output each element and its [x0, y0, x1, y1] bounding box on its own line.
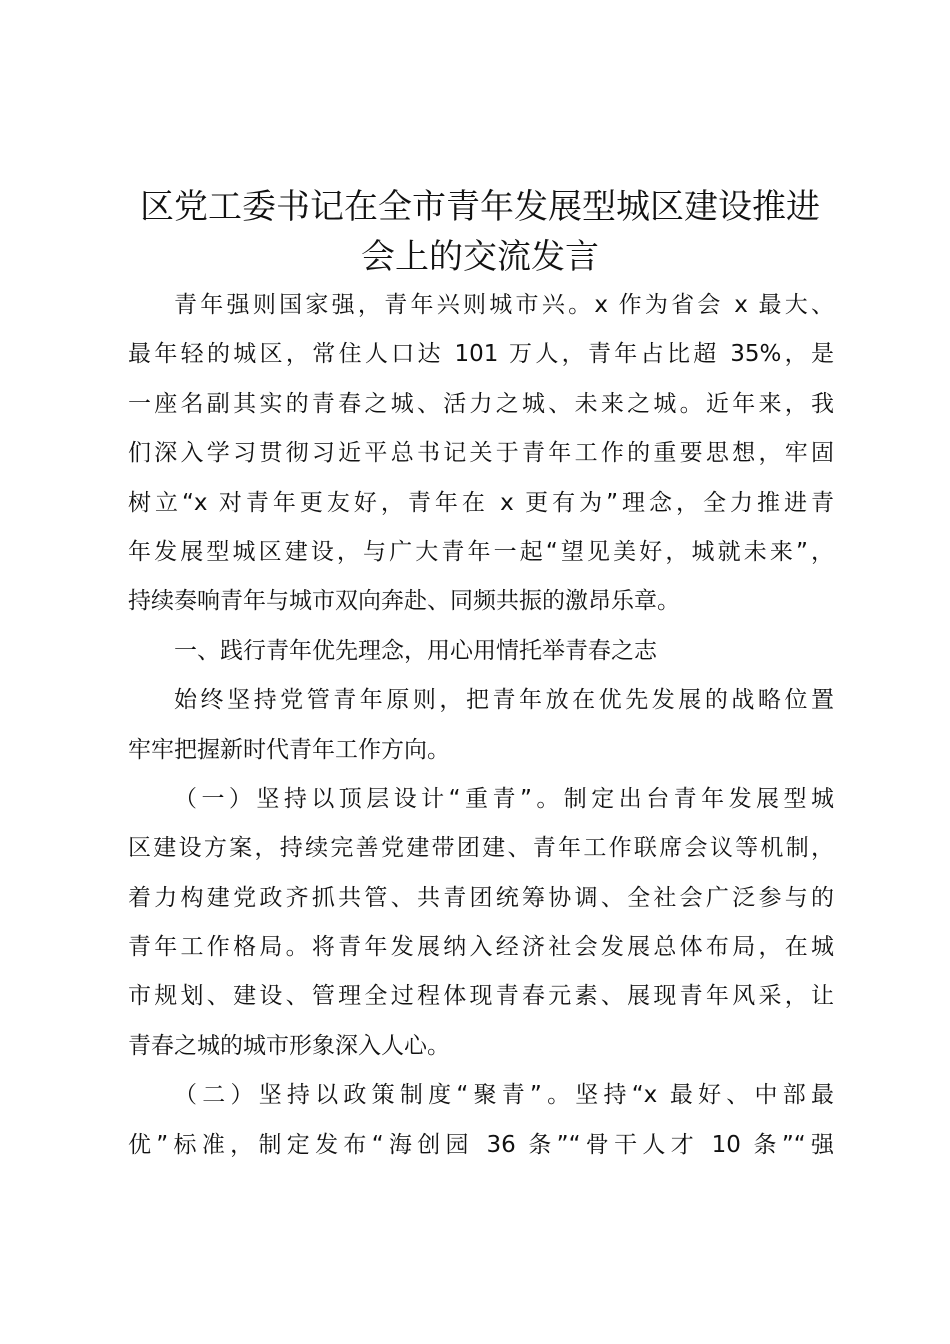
paragraph-line: 区建设方案，持续完善党建带团建、青年工作联席会议等机制， [128, 835, 834, 862]
paragraph-line: 树立“x 对青年更友好，青年在 x 更有为”理念，全力推进青 [128, 489, 834, 516]
title-line-1: 区党工委书记在全市青年发展型城区建设推进 [140, 187, 820, 227]
paragraph-line: 市规划、建设、管理全过程体现青春元素、展现青年风采，让 [128, 983, 834, 1010]
paragraph-line: 始终坚持党管青年原则，把青年放在优先发展的战略位置 [174, 687, 834, 714]
paragraph-line: 最年轻的城区，常住人口达 101 万人，青年占比超 35%，是 [128, 341, 834, 368]
paragraph-line: 优”标准，制定发布“海创园 36 条”“骨干人才 10 条”“强 [128, 1131, 834, 1158]
paragraph-line: 年发展型城区建设，与广大青年一起“望见美好，城就未来”， [128, 538, 834, 565]
paragraph-line: （一）坚持以顶层设计“重青”。制定出台青年发展型城 [174, 785, 834, 812]
paragraph-line: 青春之城的城市形象深入人心。 [128, 1032, 450, 1059]
title-line-2: 会上的交流发言 [361, 237, 599, 277]
paragraph-line: 牢牢把握新时代青年工作方向。 [128, 736, 450, 763]
section-heading: 一、践行青年优先理念，用心用情托举青春之志 [174, 637, 657, 664]
paragraph-line: 们深入学习贯彻习近平总书记关于青年工作的重要思想，牢固 [128, 440, 834, 467]
paragraph-line: （二）坚持以政策制度“聚青”。坚持“x 最好、中部最 [174, 1082, 834, 1109]
paragraph-line: 持续奏响青年与城市双向奔赴、同频共振的激昂乐章。 [128, 588, 680, 615]
paragraph-line: 一座名副其实的青春之城、活力之城、未来之城。近年来，我 [128, 390, 834, 417]
paragraph-line: 着力构建党政齐抓共管、共青团统筹协调、全社会广泛参与的 [128, 884, 834, 911]
document-body [128, 281, 834, 1170]
document-title [100, 182, 860, 282]
paragraph-line: 青年工作格局。将青年发展纳入经济社会发展总体布局，在城 [128, 934, 834, 961]
paragraph-line: 青年强则国家强，青年兴则城市兴。x 作为省会 x 最大、 [174, 292, 834, 318]
